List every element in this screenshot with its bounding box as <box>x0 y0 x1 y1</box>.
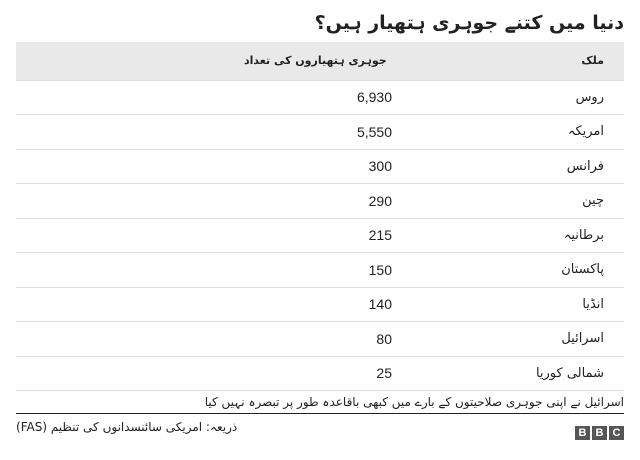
table-row <box>16 218 624 253</box>
count-cell <box>16 115 400 150</box>
table-row <box>16 115 624 150</box>
page-title: دنیا میں کتنے جوہری ہتھیار ہیں؟ <box>314 12 624 34</box>
table-row <box>16 356 624 391</box>
country-cell: پاکستان <box>561 262 604 278</box>
nuclear-weapons-table <box>16 42 624 391</box>
table-row <box>16 322 624 357</box>
country-cell: فرانس <box>566 158 604 174</box>
count-cell <box>16 253 400 288</box>
count-cell <box>16 322 400 357</box>
count-value: 5,550 <box>356 123 392 140</box>
table-row <box>16 184 624 219</box>
count-cell <box>16 287 400 322</box>
infographic <box>16 8 624 448</box>
table-row <box>16 149 624 184</box>
header-count: جوہری ہتھیاروں کی تعداد <box>244 54 387 68</box>
count-value: 80 <box>376 330 392 347</box>
count-cell <box>16 356 400 391</box>
country-cell: انڈیا <box>582 296 604 312</box>
table-header-row <box>16 42 624 80</box>
footnote: اسرائیل نے اپنی جوہری صلاحیتوں کے بارے میں کبھی باقاعدہ طور پر تبصرہ نہیں کیا <box>16 393 624 414</box>
country-cell: روس <box>575 89 604 105</box>
count-value: 215 <box>368 227 392 244</box>
bbc-logo-block: B <box>592 426 607 440</box>
country-cell: امریکہ <box>567 124 604 140</box>
country-cell: شمالی کوریا <box>535 365 604 381</box>
table-row <box>16 80 624 115</box>
bbc-logo <box>575 426 624 440</box>
count-cell <box>16 149 400 184</box>
count-value: 140 <box>368 296 392 313</box>
count-value: 150 <box>368 261 392 278</box>
country-cell: چین <box>582 193 604 209</box>
bbc-logo-block: C <box>609 426 624 440</box>
country-cell: برطانیہ <box>563 227 604 243</box>
source-credit: ذریعہ: امریکی سائنسدانوں کی تنظیم (FAS) <box>16 420 238 434</box>
count-cell <box>16 80 400 115</box>
count-value: 290 <box>368 192 392 209</box>
country-cell: اسرائیل <box>561 331 604 347</box>
count-value: 25 <box>376 365 392 382</box>
bbc-logo-block: B <box>575 426 590 440</box>
footer <box>16 418 624 448</box>
count-value: 300 <box>368 158 392 175</box>
table-row <box>16 253 624 288</box>
header-country: ملک <box>581 54 604 68</box>
count-value: 6,930 <box>356 89 392 106</box>
count-cell <box>16 218 400 253</box>
count-cell <box>16 184 400 219</box>
table-row <box>16 287 624 322</box>
